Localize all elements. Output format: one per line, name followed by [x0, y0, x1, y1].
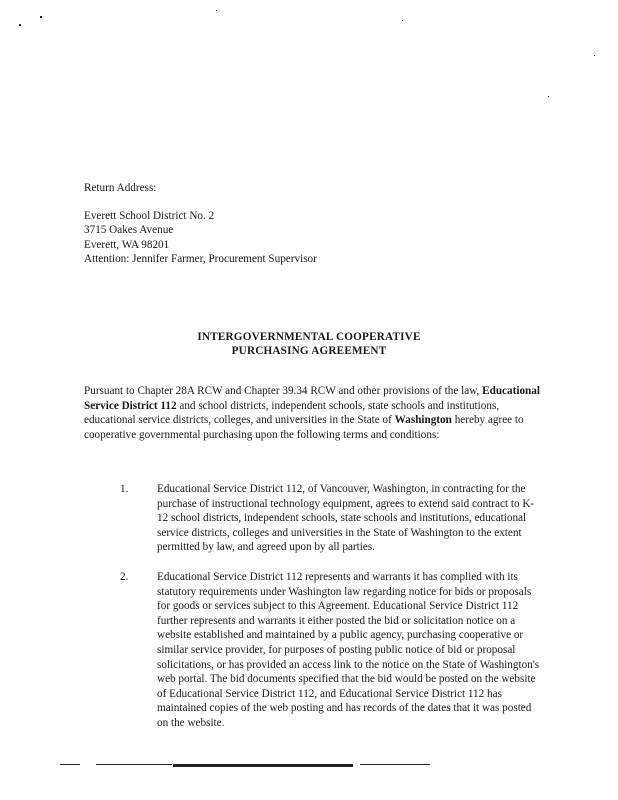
scan-edge-line [173, 764, 353, 767]
return-address-label: Return Address: [84, 182, 157, 194]
intro-bold-party: Educational Service District 112 [84, 385, 540, 412]
item-number: 2. [120, 570, 129, 583]
scan-edge-line [60, 764, 80, 765]
list-item [84, 482, 542, 555]
scan-speck [216, 10, 217, 11]
scan-speck [548, 96, 549, 97]
scan-speck [594, 55, 595, 56]
intro-text: and school districts, independent schools, state schools and institutions, educational service districts, colleges, and universities in the State of [84, 399, 500, 427]
scan-speck [40, 16, 42, 18]
intro-text: hereby agree to cooperative governmental purchasing upon the following terms and conditions: [84, 414, 524, 441]
return-address-line: 3715 Oakes Avenue [84, 224, 174, 236]
item-text: Educational Service District 112, of Vancouver, Washington, in contracting for the purchase of instructional technology equipment, agrees to extend said contract to K-12 school districts, independent schools, state schools and institutions, educational service districts, colleges and universities in the State of Washington to the extent permitted by law, and agreed upon by all parties. [157, 483, 535, 554]
list-item [84, 570, 542, 731]
return-address [84, 181, 317, 267]
scan-speck [402, 20, 403, 21]
item-number: 1. [120, 483, 129, 495]
return-address-line: Everett, WA 98201 [84, 238, 170, 251]
intro-text: Pursuant to Chapter 28A RCW and Chapter 39.34 RCW and other provisions of the law, [84, 385, 483, 397]
intro-bold-state: Washington [394, 414, 452, 427]
title-line-1: INTERGOVERNMENTAL COOPERATIVE [197, 331, 421, 343]
return-address-line: Attention: Jennifer Farmer, Procurement Supervisor [84, 253, 317, 265]
return-address-line: Everett School District No. 2 [84, 209, 215, 222]
title-line-2: PURCHASING AGREEMENT [231, 345, 387, 357]
scan-edge-line [96, 764, 172, 765]
scan-speck [19, 24, 21, 26]
item-text: Educational Service District 112 represents and warrants it has complied with its statutory requirements under Washington law regarding notice for bids or proposals for goods or services subject to this Agreement. Educational Service District 112 further represents and warrants it either posted the bid or solicitation notice on a website established and maintained by a public agency, purchasing cooperative or similar service provider, for purposes of posting public notice of bid or proposal solicitations, or has provided an access link to the notice on the State of Washington's web portal. The bid documents specified that the bid would be posted on the website of Educational Service District 112, and Educational Service District 112 has maintained copies of the web posting and has records of the dates that it was posted on the website. [157, 570, 540, 729]
intro-paragraph [84, 384, 542, 442]
document-title [0, 330, 618, 358]
scan-edge-line [360, 764, 430, 765]
terms-list [84, 482, 542, 731]
